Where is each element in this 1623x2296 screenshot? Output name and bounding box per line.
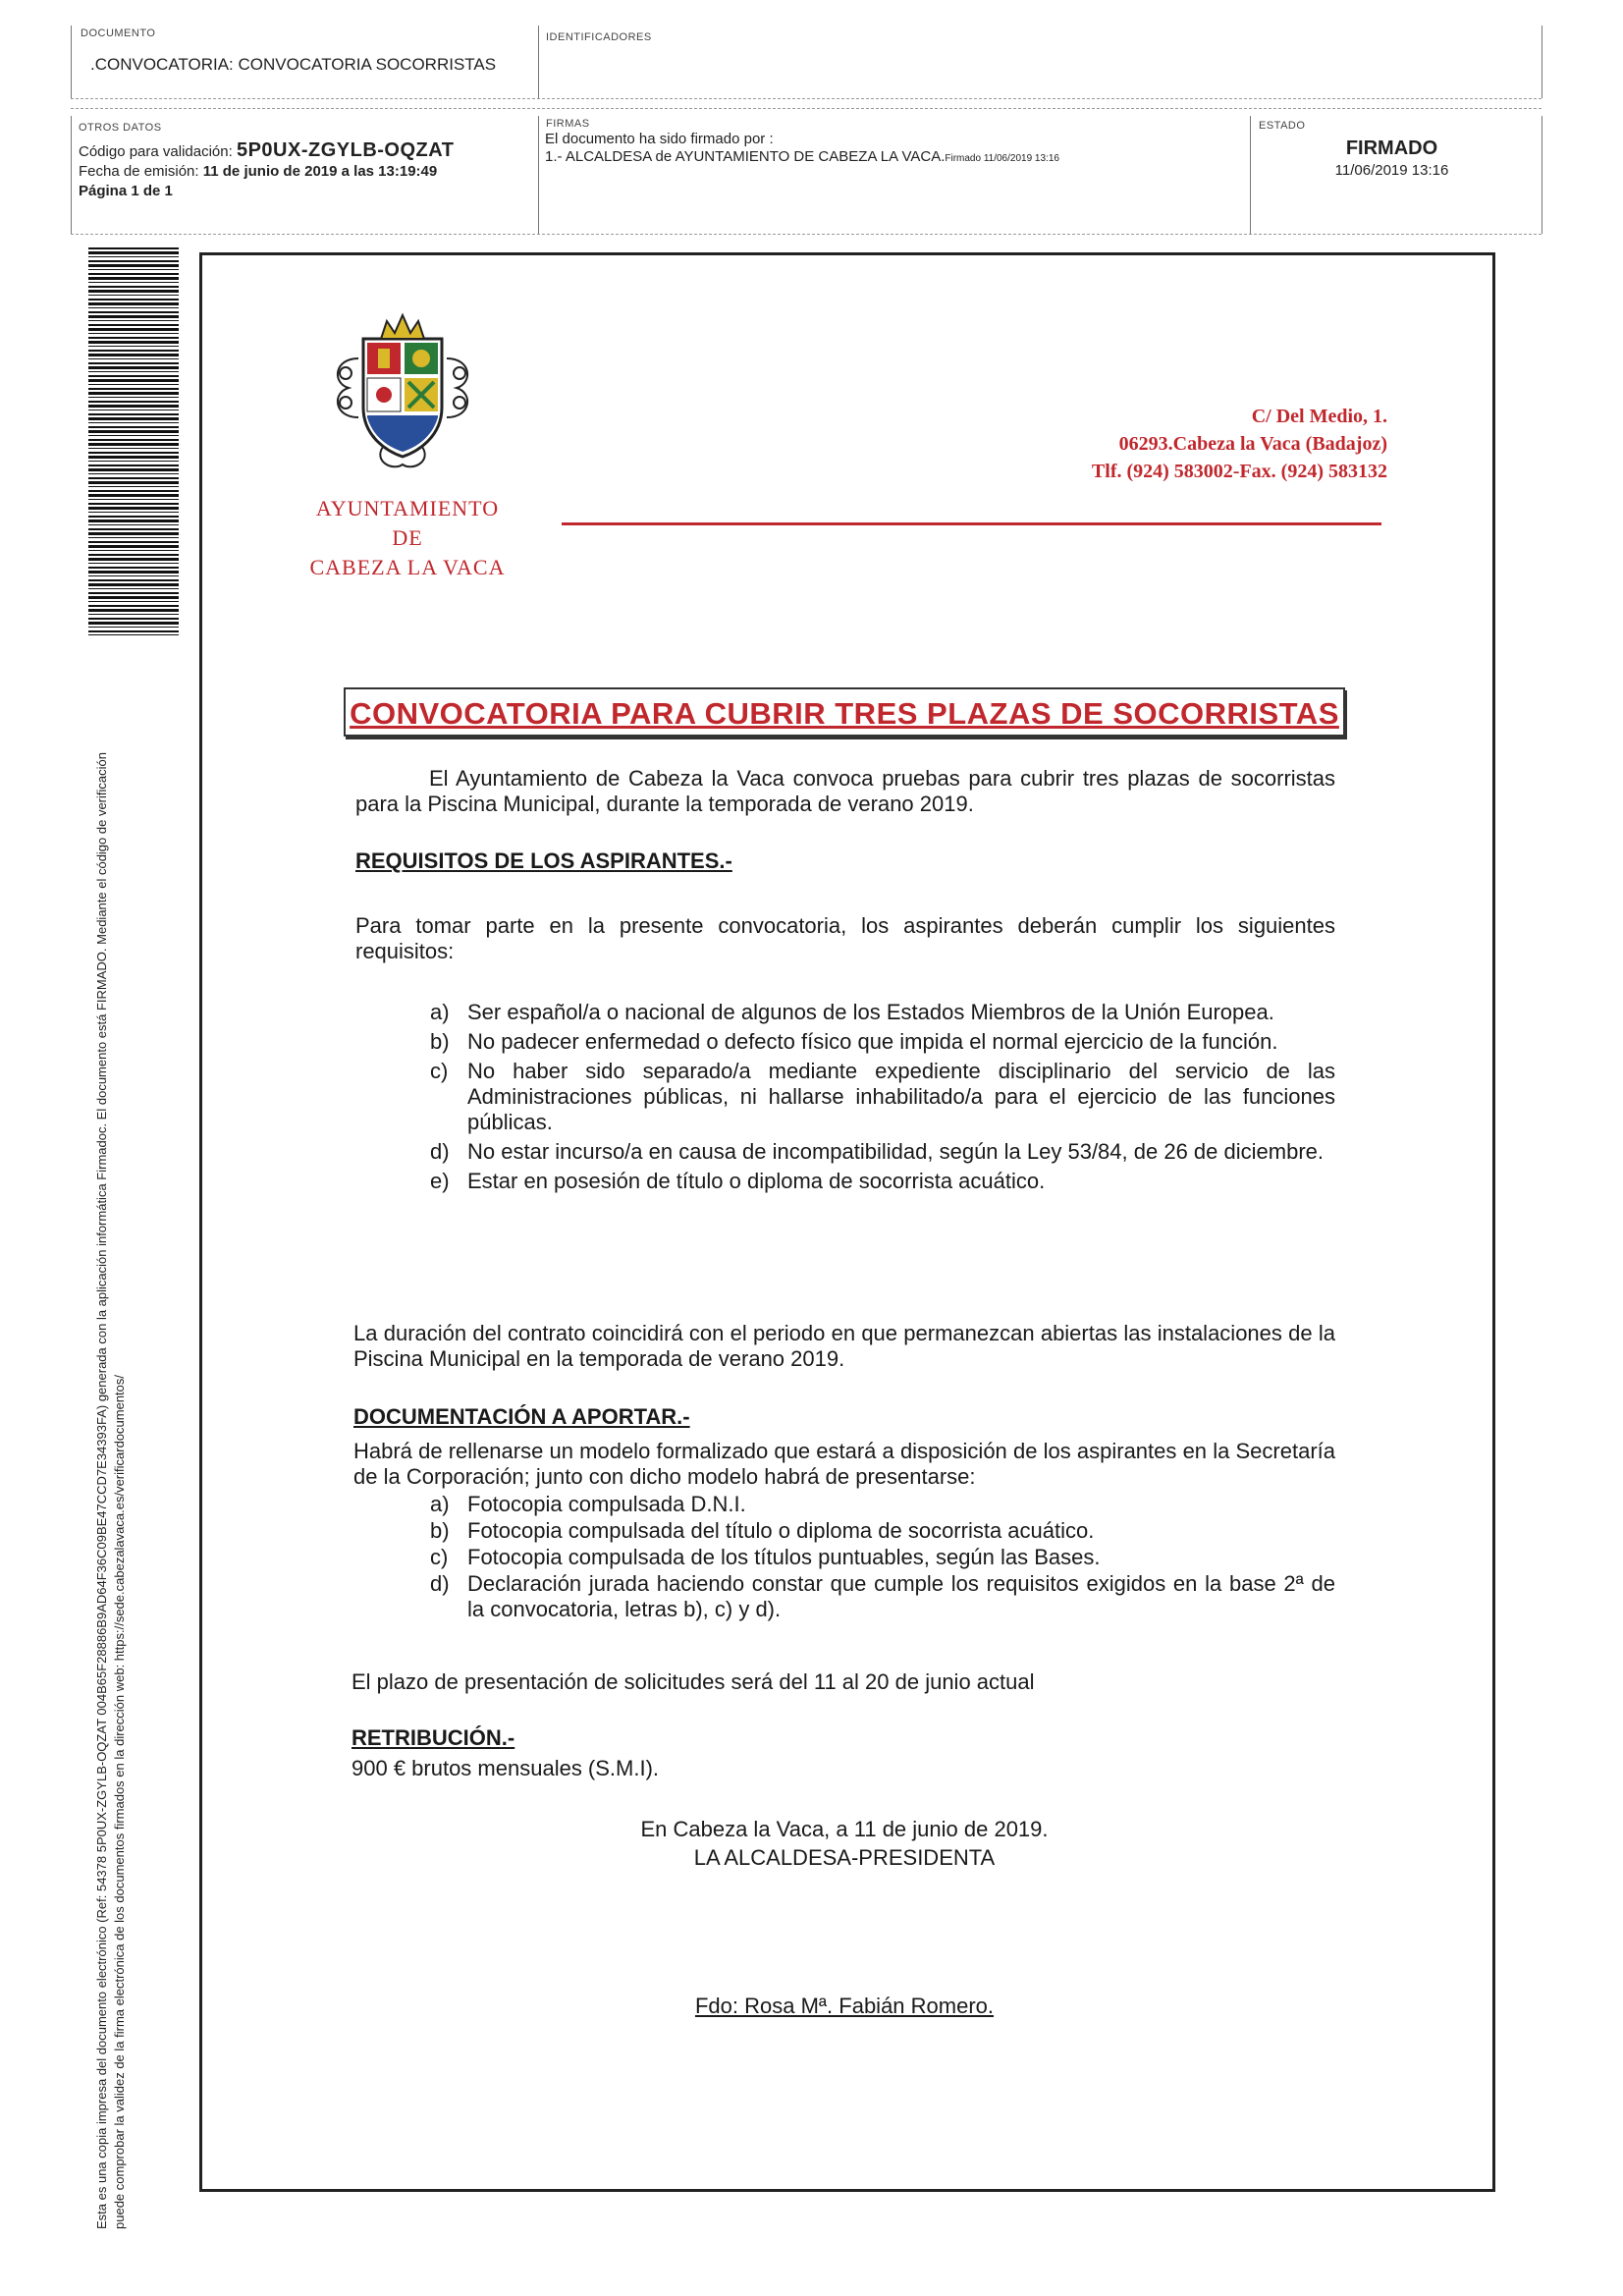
divider xyxy=(71,98,1542,99)
documento-value: .CONVOCATORIA: CONVOCATORIA SOCORRISTAS xyxy=(90,55,497,74)
documentacion-list xyxy=(430,1492,1335,1626)
municipality-name xyxy=(295,494,520,582)
requisitos-heading: REQUISITOS DE LOS ASPIRANTES.- xyxy=(355,848,732,873)
signer-title: LA ALCALDESA-PRESIDENTA xyxy=(693,1845,996,1870)
retribucion-heading: RETRIBUCIÓN.- xyxy=(352,1725,515,1750)
plazo-paragraph: El plazo de presentación de solicitudes será del 11 al 20 de junio actual xyxy=(352,1669,1035,1694)
address-line-3: Tlf. (924) 583002-Fax. (924) 583132 xyxy=(1091,461,1387,482)
estado-label: ESTADO xyxy=(1259,120,1306,132)
coat-of-arms-icon xyxy=(324,300,481,476)
list-item: b) No padecer enfermedad o defecto físico que impida el normal ejercicio de la función. xyxy=(430,1029,1278,1054)
retribucion-value: 900 € brutos mensuales (S.M.I). xyxy=(352,1756,660,1780)
codigo-value: 5P0UX-ZGYLB-OQZAT xyxy=(236,139,455,161)
address-block xyxy=(1092,403,1387,485)
list-item: d) No estar incurso/a en causa de incompatibilidad, según la Ley 53/84, de 26 de diciembre. xyxy=(430,1139,1324,1164)
documentacion-heading: DOCUMENTACIÓN A APORTAR.- xyxy=(353,1404,690,1429)
firmas-intro: El documento ha sido firmado por : xyxy=(545,131,774,147)
codigo-label: Código para validación: xyxy=(79,143,233,160)
firmas xyxy=(545,131,1059,168)
duracion-paragraph: La duración del contrato coincidirá con el periodo en que permanezcan abiertas las instalaciones de la Piscina Municipal en la temporada de verano 2019. xyxy=(353,1321,1335,1371)
list-item: c) Fotocopia compulsada de los títulos puntuables, según las Bases. xyxy=(430,1545,1101,1569)
list-item: a) Ser español/a o nacional de algunos de los Estados Miembros de la Unión Europea. xyxy=(430,1000,1274,1024)
estado-value: FIRMADO xyxy=(1345,137,1438,159)
barcode xyxy=(88,247,179,635)
verification-line-2: puede comprobar la validez de la firma electrónica de los documentos firmados en la dirección web: https://sede.cabezalavaca.es/verificardocumentos/ xyxy=(112,1374,127,2229)
town-line-2: DE xyxy=(392,525,423,550)
list-item: e) Estar en posesión de título o diploma de socorrista acuático. xyxy=(430,1169,1046,1193)
address-line-1: C/ Del Medio, 1. xyxy=(1251,406,1387,427)
estado xyxy=(1252,137,1532,179)
title-box xyxy=(344,687,1345,737)
firmas-line: 1.- ALCALDESA de AYUNTAMIENTO DE CABEZA LA VACA. xyxy=(545,148,946,165)
town-line-1: AYUNTAMIENTO xyxy=(315,496,500,520)
document-title: CONVOCATORIA PARA CUBRIR TRES PLAZAS DE SOCORRISTAS xyxy=(350,696,1339,731)
verification-line-1: Esta es una copia impresa del documento electrónico (Ref: 54378 5P0UX-ZGYLB-OQZAT 004B65F28886B9AD64F36C09BE47CCD7E34393FA) generada con la aplicación informática Firmadoc. El documento está FIRMADO. Mediante el código de verificación xyxy=(94,752,109,2229)
signature-line: Fdo: Rosa Mª. Fabián Romero. xyxy=(694,1994,995,2018)
list-item: d) Declaración jurada haciendo constar que cumple los requisitos exigidos en la base 2ª de la convocatoria, letras b), c) y d). xyxy=(430,1571,1335,1621)
divider xyxy=(71,234,1542,235)
address-line-2: 06293.Cabeza la Vaca (Badajoz) xyxy=(1118,433,1387,455)
firmas-date: Firmado 11/06/2019 13:16 xyxy=(945,153,1059,164)
divider xyxy=(538,116,539,234)
divider xyxy=(71,26,72,98)
documentacion-intro: Habrá de rellenarse un modelo formalizado que estará a disposición de los aspirantes en la Secretaría de la Corporación; junto con dicho modelo habrá de presentarse: xyxy=(353,1439,1335,1489)
intro-paragraph: El Ayuntamiento de Cabeza la Vaca convoca pruebas para cubrir tres plazas de socorristas para la Piscina Municipal, durante la temporada de verano 2019. xyxy=(355,766,1335,816)
fecha-label: Fecha de emisión: xyxy=(79,163,199,180)
list-item: c) No haber sido separado/a mediante expediente disciplinario del servicio de las Administraciones públicas, ni hallarse inhabilitado/a para el ejercicio de las funciones públicas. xyxy=(430,1059,1335,1134)
requisitos-intro: Para tomar parte en la presente convocatoria, los aspirantes deberán cumplir los siguientes requisitos: xyxy=(355,913,1335,963)
place-date: En Cabeza la Vaca, a 11 de junio de 2019. xyxy=(640,1817,1049,1841)
requisitos-list xyxy=(430,1000,1335,1198)
divider xyxy=(71,116,72,234)
verification-text xyxy=(93,638,133,2229)
otros-datos xyxy=(79,140,454,201)
pagina: Página 1 de 1 xyxy=(79,183,173,199)
list-item: a) Fotocopia compulsada D.N.I. xyxy=(430,1492,746,1516)
documento-label: DOCUMENTO xyxy=(81,27,156,39)
firmas-label: FIRMAS xyxy=(546,118,590,130)
estado-date: 11/06/2019 13:16 xyxy=(1334,162,1449,179)
divider xyxy=(538,26,539,98)
list-item: b) Fotocopia compulsada del título o diploma de socorrista acuático. xyxy=(430,1518,1095,1543)
letterhead-rule xyxy=(562,522,1381,525)
town-line-3: CABEZA LA VACA xyxy=(309,555,506,579)
divider xyxy=(1250,116,1251,234)
otros-datos-label: OTROS DATOS xyxy=(79,122,162,134)
fecha-value: 11 de junio de 2019 a las 13:19:49 xyxy=(202,163,438,180)
identificadores-label: IDENTIFICADORES xyxy=(546,31,652,43)
divider xyxy=(71,108,1542,109)
